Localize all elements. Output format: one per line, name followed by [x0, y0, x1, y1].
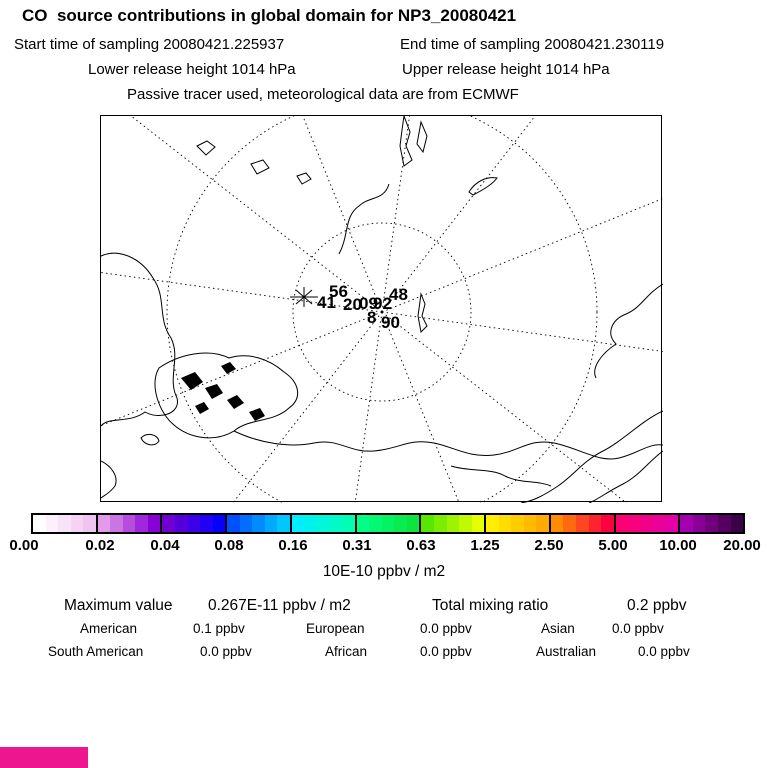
trajectory-day-label: 41 [317, 293, 336, 312]
start-time-label: Start time of sampling 20080421.225937 [14, 36, 285, 53]
polar-map [100, 115, 662, 502]
colorbar-tick: 0.04 [150, 537, 180, 554]
total-mixing-ratio-label: Total mixing ratio [432, 597, 549, 614]
trajectory-day-labels [317, 282, 408, 332]
lower-release-label: Lower release height 1014 hPa [88, 61, 296, 78]
region-name: American [80, 621, 138, 636]
total-mixing-ratio-value: 0.2 ppbv [627, 597, 687, 614]
colorbar-units-label: 10E-10 ppbv / m2 [322, 563, 446, 580]
region-name: African [325, 644, 368, 659]
trajectory-day-label: 8 [367, 308, 377, 327]
region-value: 0.0 ppbv [638, 644, 690, 659]
colorbar-segment [614, 515, 679, 532]
colorbar-tick: 1.25 [470, 537, 500, 554]
colorbar-tick: 10.00 [659, 537, 697, 554]
tracer-note: Passive tracer used, meteorological data are from ECMWF [127, 86, 519, 103]
colorbar-segment [225, 515, 290, 532]
colorbar-tick: 2.50 [534, 537, 564, 554]
colorbar-segment [33, 515, 96, 532]
colorbar-segment [419, 515, 484, 532]
logo-block [0, 747, 88, 768]
colorbar-tick: 0.16 [278, 537, 308, 554]
colorbar-segment [160, 515, 225, 532]
upper-release-label: Upper release height 1014 hPa [402, 61, 610, 78]
trajectory-day-label: 20 [343, 295, 362, 314]
colorbar-tick: 20.00 [723, 537, 761, 554]
trajectory-day-label: 56 [329, 282, 348, 301]
trajectory-day-label: 48 [389, 285, 408, 304]
colorbar-segment [484, 515, 549, 532]
colorbar-tick: 0.31 [342, 537, 372, 554]
page-title: CO source contributions in global domain for NP3_20080421 [22, 6, 517, 25]
colorbar-segment [678, 515, 743, 532]
region-name: South American [48, 644, 144, 659]
trajectory-day-label: 90 [381, 313, 400, 332]
colorbar [31, 513, 745, 534]
max-value: 0.267E-11 ppbv / m2 [208, 597, 351, 614]
map-canvas [101, 116, 663, 503]
max-value-label: Maximum value [64, 597, 173, 614]
end-time-label: End time of sampling 20080421.230119 [400, 36, 665, 53]
colorbar-segment [355, 515, 420, 532]
trajectory-day-label: 92 [373, 294, 392, 313]
region-name: Asian [541, 621, 575, 636]
region-value: 0.1 ppbv [193, 621, 245, 636]
region-name: Australian [536, 644, 597, 659]
colorbar-tick: 0.00 [9, 537, 39, 554]
colorbar-tick: 5.00 [598, 537, 628, 554]
colorbar-segment [96, 515, 161, 532]
region-value: 0.0 ppbv [612, 621, 664, 636]
colorbar-tick: 0.63 [406, 537, 436, 554]
colorbar-tick: 0.08 [214, 537, 244, 554]
station-marker-icon [290, 287, 318, 307]
colorbar-tick: 0.02 [85, 537, 115, 554]
colorbar-segment [290, 515, 355, 532]
region-value: 0.0 ppbv [200, 644, 252, 659]
region-value: 0.0 ppbv [420, 644, 472, 659]
trajectory-day-label: 09 [359, 294, 378, 313]
colorbar-segment [549, 515, 614, 532]
region-name: European [306, 621, 365, 636]
region-value: 0.0 ppbv [420, 621, 472, 636]
